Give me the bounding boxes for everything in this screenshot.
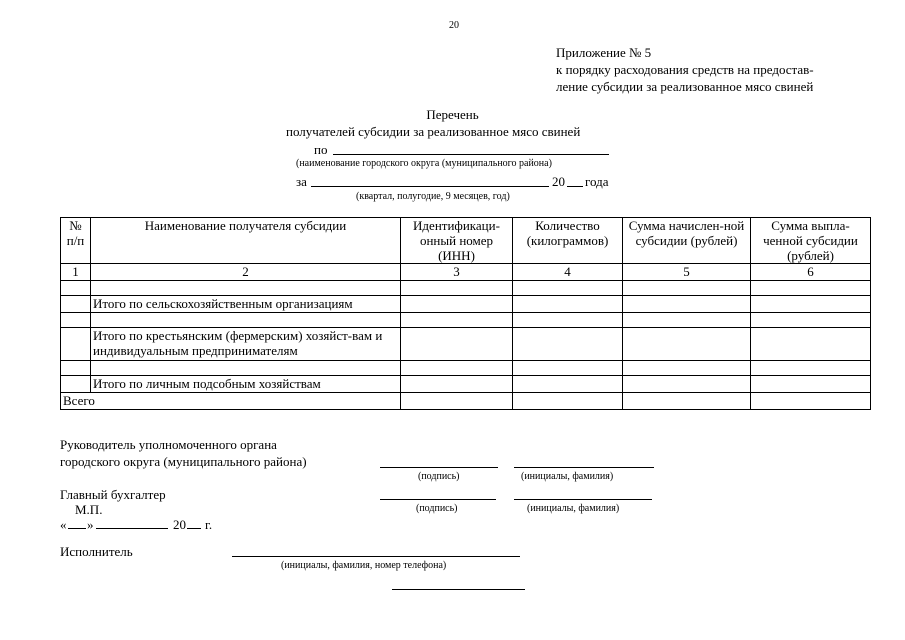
table-cell[interactable]	[513, 313, 623, 328]
table-cell[interactable]	[61, 296, 91, 313]
table-cell[interactable]	[751, 376, 871, 393]
district-caption: (наименование городского округа (муниципального района)	[296, 158, 552, 169]
po-label: по	[314, 142, 328, 157]
table-cell[interactable]	[513, 393, 623, 410]
table-cell[interactable]	[751, 393, 871, 410]
year-suffix: года	[585, 174, 609, 189]
table-cell[interactable]	[401, 393, 513, 410]
za-label: за	[296, 174, 307, 189]
header-recipient-name: Наименование получателя субсидии	[91, 218, 401, 264]
table-cell[interactable]	[401, 281, 513, 296]
table-cell[interactable]	[623, 361, 751, 376]
table-cell[interactable]	[751, 328, 871, 361]
executor-caption: (инициалы, фамилия, номер телефона)	[281, 560, 447, 571]
column-number: 1	[61, 264, 91, 281]
table-cell[interactable]	[623, 296, 751, 313]
table-cell[interactable]	[751, 296, 871, 313]
table-cell[interactable]	[623, 393, 751, 410]
table-row-total-farm	[61, 328, 871, 361]
document-title: Перечень	[426, 107, 479, 122]
table-cell[interactable]	[623, 328, 751, 361]
accountant-initials-caption: (инициалы, фамилия)	[527, 503, 620, 514]
accountant-initials-line[interactable]	[514, 499, 652, 500]
total-personal-label: Итого по личным подсобным хозяйствам	[91, 376, 401, 393]
head-signature-caption: (подпись)	[418, 471, 460, 482]
table-cell[interactable]	[401, 376, 513, 393]
table-row-total-personal	[61, 376, 871, 393]
table-cell[interactable]	[61, 328, 91, 361]
table-cell[interactable]	[401, 361, 513, 376]
accountant-signature-caption: (подпись)	[416, 503, 458, 514]
header-inn: Идентификаци-онный номер (ИНН)	[401, 218, 513, 264]
table-header-row	[61, 218, 871, 264]
table-cell[interactable]	[401, 328, 513, 361]
document-subtitle: получателей субсидии за реализованное мясо свиней	[286, 124, 581, 139]
column-number: 2	[91, 264, 401, 281]
table-cell[interactable]	[513, 281, 623, 296]
column-number: 6	[751, 264, 871, 281]
footer-line	[392, 589, 525, 590]
table-cell[interactable]	[401, 313, 513, 328]
date-close-quote: »	[87, 517, 94, 532]
table-cell[interactable]	[623, 281, 751, 296]
header-paid-subsidy: Сумма выпла-ченной субсидии (рублей)	[751, 218, 871, 264]
table-cell[interactable]	[401, 296, 513, 313]
year-line	[567, 186, 583, 187]
total-farm-label: Итого по крестьянским (фермерским) хозяйст-вам и индивидуальным предпринимателям	[91, 328, 401, 361]
head-initials-line[interactable]	[514, 467, 654, 468]
head-title-line-2: городского округа (муниципального района)	[60, 454, 307, 469]
executor-label: Исполнитель	[60, 544, 133, 559]
table-cell[interactable]	[513, 296, 623, 313]
date-year-suffix: г.	[205, 517, 213, 532]
table-row-total-agri	[61, 296, 871, 313]
appendix-line-2: к порядку расходования средств на предостав-	[556, 62, 814, 77]
column-number: 4	[513, 264, 623, 281]
district-name-line	[333, 154, 609, 155]
table-cell[interactable]	[61, 281, 91, 296]
header-number: № п/п	[61, 218, 91, 264]
table-cell[interactable]	[751, 313, 871, 328]
table-cell[interactable]	[91, 281, 401, 296]
header-accrued-subsidy: Сумма начислен-ной субсидии (рублей)	[623, 218, 751, 264]
appendix-line-3: ление субсидии за реализованное мясо свиней	[556, 79, 814, 94]
date-year-prefix: 20	[173, 517, 186, 532]
date-year-line[interactable]	[187, 528, 201, 529]
period-caption: (квартал, полугодие, 9 месяцев, год)	[356, 191, 510, 202]
stamp-place-label: М.П.	[75, 502, 103, 517]
grand-total-label: Всего	[61, 393, 401, 410]
appendix-title: Приложение № 5	[556, 45, 652, 60]
head-title-line-1: Руководитель уполномоченного органа	[60, 437, 277, 452]
recipients-table	[60, 217, 871, 410]
column-number: 5	[623, 264, 751, 281]
column-number: 3	[401, 264, 513, 281]
header-quantity: Количество (килограммов)	[513, 218, 623, 264]
table-cell[interactable]	[623, 376, 751, 393]
table-cell[interactable]	[513, 328, 623, 361]
total-agri-label: Итого по сельскохозяйственным организациям	[91, 296, 401, 313]
column-number-row	[61, 264, 871, 281]
executor-line[interactable]	[232, 556, 520, 557]
period-line	[311, 186, 549, 187]
table-cell[interactable]	[91, 313, 401, 328]
table-row-grand-total	[61, 393, 871, 410]
table-row	[61, 281, 871, 296]
table-cell[interactable]	[751, 361, 871, 376]
accountant-signature-line[interactable]	[380, 499, 496, 500]
table-cell[interactable]	[61, 376, 91, 393]
date-open-quote: «	[60, 517, 67, 532]
year-prefix: 20	[552, 174, 565, 189]
table-cell[interactable]	[513, 376, 623, 393]
date-month-line[interactable]	[96, 528, 168, 529]
table-cell[interactable]	[513, 361, 623, 376]
date-day-line[interactable]	[68, 528, 86, 529]
table-row	[61, 361, 871, 376]
table-cell[interactable]	[61, 313, 91, 328]
table-cell[interactable]	[61, 361, 91, 376]
table-row	[61, 313, 871, 328]
accountant-title: Главный бухгалтер	[60, 487, 166, 502]
table-cell[interactable]	[751, 281, 871, 296]
table-cell[interactable]	[623, 313, 751, 328]
table-cell[interactable]	[91, 361, 401, 376]
head-initials-caption: (инициалы, фамилия)	[521, 471, 614, 482]
head-signature-line[interactable]	[380, 467, 498, 468]
page-number: 20	[449, 20, 459, 31]
